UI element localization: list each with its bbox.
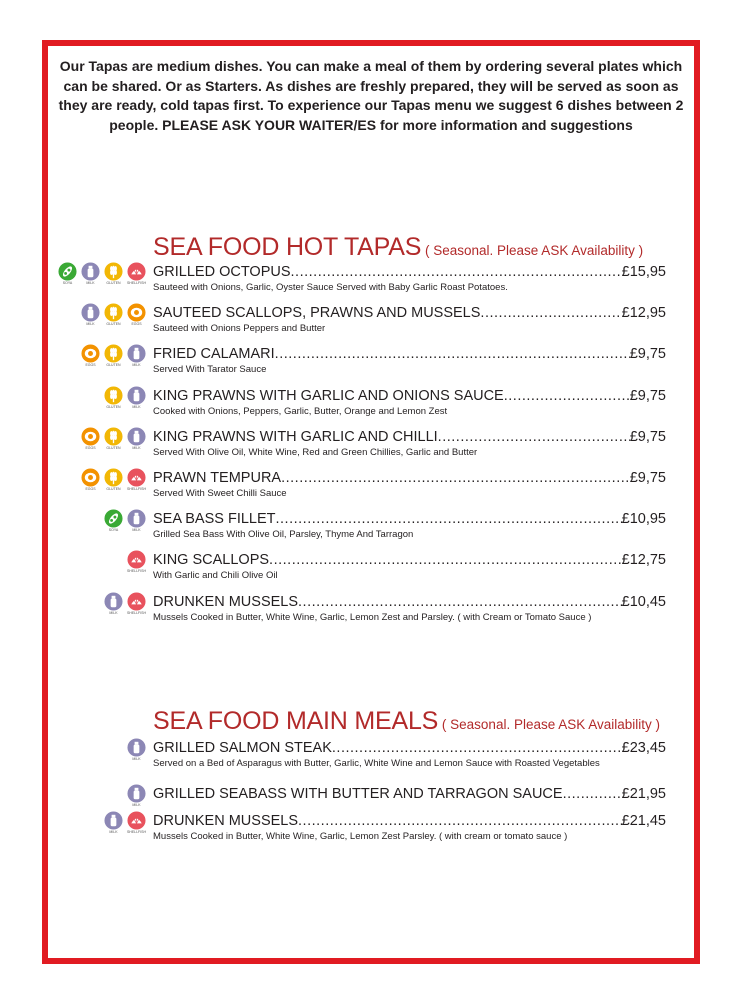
allergen-icons bbox=[80, 303, 147, 327]
wheat-icon bbox=[103, 344, 124, 368]
dot-leader bbox=[269, 552, 622, 569]
allergen-label: GLUTEN bbox=[106, 405, 121, 409]
milk-bottle-icon bbox=[126, 784, 147, 808]
menu-item bbox=[153, 305, 666, 335]
allergen-label: MILK bbox=[86, 322, 95, 326]
menu-item bbox=[153, 786, 666, 803]
allergen-label: SHELLFISH bbox=[126, 487, 147, 491]
dot-leader bbox=[332, 740, 622, 757]
item-description: Mussels Cooked in Butter, White Wine, Garlic, Lemon Zest and Parsley. ( with Cream or Tomato Sauce ) bbox=[153, 612, 592, 623]
menu-item bbox=[153, 264, 666, 294]
item-line bbox=[153, 740, 666, 757]
allergen-label: GLUTEN bbox=[106, 487, 121, 491]
item-description: Cooked with Onions, Peppers, Garlic, Butter, Orange and Lemon Zest bbox=[153, 406, 448, 417]
wheat-icon bbox=[103, 303, 124, 327]
item-name: SEA BASS FILLET bbox=[153, 511, 276, 527]
milk-bottle-icon bbox=[103, 811, 124, 835]
dot-leader bbox=[276, 511, 622, 528]
intro-text: Our Tapas are medium dishes. You can make a meal of them by ordering several plates which can be shared. Or as Starters. As dishes are freshly prepared, they will be served as soon as they are ready, cold tapas first. To experience our Tapas menu we suggest 6 dishes between 2 people. PLEASE ASK YOUR WAITER/ES for more information and suggestions bbox=[58, 58, 684, 133]
menu-item bbox=[153, 740, 666, 770]
item-name: GRILLED SALMON STEAK bbox=[153, 740, 332, 756]
item-line bbox=[153, 511, 666, 528]
milk-bottle-icon bbox=[103, 592, 124, 616]
section-note: ( Seasonal. Please ASK Availability ) bbox=[438, 717, 661, 732]
allergen-label: GLUTEN bbox=[106, 322, 121, 326]
allergen-icons bbox=[126, 738, 147, 762]
item-description: Grilled Sea Bass With Olive Oil, Parsley, Thyme And Tarragon bbox=[153, 529, 414, 540]
dot-leader bbox=[298, 594, 622, 611]
milk-bottle-icon bbox=[126, 738, 147, 762]
menu-item bbox=[153, 552, 666, 582]
item-name: GRILLED OCTOPUS bbox=[153, 264, 291, 280]
milk-bottle-icon bbox=[80, 303, 101, 327]
dot-leader bbox=[291, 264, 622, 281]
dot-leader bbox=[275, 346, 630, 363]
allergen-label: SHELLFISH bbox=[126, 281, 147, 285]
item-price: £9,75 bbox=[629, 388, 666, 404]
allergen-icons bbox=[80, 344, 147, 368]
allergen-label: SHELLFISH bbox=[126, 569, 147, 573]
soya-bean-icon bbox=[57, 262, 78, 286]
item-line bbox=[153, 388, 666, 405]
soya-bean-icon bbox=[103, 509, 124, 533]
allergen-label: MILK bbox=[132, 446, 141, 450]
dot-leader bbox=[480, 305, 621, 322]
shell-icon bbox=[126, 592, 147, 616]
item-name: KING PRAWNS WITH GARLIC AND ONIONS SAUCE bbox=[153, 388, 504, 404]
egg-icon bbox=[80, 344, 101, 368]
dot-leader bbox=[298, 813, 622, 830]
allergen-label: MILK bbox=[132, 528, 141, 532]
item-name: DRUNKEN MUSSELS bbox=[153, 813, 299, 829]
section-title-hot-tapas bbox=[153, 233, 643, 265]
item-name: GRILLED SEABASS WITH BUTTER AND TARRAGON SAUCE bbox=[153, 786, 563, 802]
item-description: Served on a Bed of Asparagus with Butter, Garlic, White Wine and Lemon Sauce with Roasted Vegetables bbox=[153, 758, 600, 769]
milk-bottle-icon bbox=[80, 262, 101, 286]
allergen-label: GLUTEN bbox=[106, 363, 121, 367]
item-name: SAUTEED SCALLOPS, PRAWNS AND MUSSELS bbox=[153, 305, 481, 321]
wheat-icon bbox=[103, 262, 124, 286]
item-line bbox=[153, 264, 666, 281]
item-price: £10,45 bbox=[621, 594, 666, 610]
item-price: £23,45 bbox=[621, 740, 666, 756]
allergen-label: MILK bbox=[132, 405, 141, 409]
item-description: Sauteed with Onions, Garlic, Oyster Sauce Served with Baby Garlic Roast Potatoes. bbox=[153, 282, 508, 293]
item-description: Mussels Cooked in Butter, White Wine, Garlic, Lemon Zest Parsley. ( with cream or tomato sauce ) bbox=[153, 831, 568, 842]
item-price: £21,95 bbox=[621, 786, 666, 802]
menu-item bbox=[153, 511, 666, 541]
allergen-icons bbox=[126, 784, 147, 808]
shell-icon bbox=[126, 468, 147, 492]
egg-icon bbox=[80, 468, 101, 492]
shell-icon bbox=[126, 262, 147, 286]
egg-icon bbox=[80, 427, 101, 451]
item-line bbox=[153, 429, 666, 446]
allergen-icons bbox=[103, 386, 147, 410]
milk-bottle-icon bbox=[126, 509, 147, 533]
milk-bottle-icon bbox=[126, 427, 147, 451]
menu-item bbox=[153, 813, 666, 843]
allergen-label: MILK bbox=[86, 281, 95, 285]
shell-icon bbox=[126, 550, 147, 574]
item-description: With Garlic and Chili Olive Oil bbox=[153, 570, 278, 581]
allergen-label: MILK bbox=[132, 803, 141, 807]
egg-icon bbox=[126, 303, 147, 327]
dot-leader bbox=[438, 429, 630, 446]
menu-item bbox=[153, 346, 666, 376]
allergen-label: GLUTEN bbox=[106, 446, 121, 450]
wheat-icon bbox=[103, 386, 124, 410]
item-line bbox=[153, 552, 666, 569]
menu-item bbox=[153, 470, 666, 500]
menu-item bbox=[153, 429, 666, 459]
allergen-icons bbox=[57, 262, 147, 286]
item-name: FRIED CALAMARI bbox=[153, 346, 275, 362]
item-line bbox=[153, 470, 666, 487]
wheat-icon bbox=[103, 427, 124, 451]
allergen-icons bbox=[103, 592, 147, 616]
wheat-icon bbox=[103, 468, 124, 492]
milk-bottle-icon bbox=[126, 344, 147, 368]
allergen-icons bbox=[103, 509, 147, 533]
item-name: PRAWN TEMPURA bbox=[153, 470, 282, 486]
allergen-icons bbox=[80, 427, 147, 451]
item-price: £21,45 bbox=[621, 813, 666, 829]
allergen-icons bbox=[80, 468, 147, 492]
allergen-label: GLUTEN bbox=[106, 281, 121, 285]
allergen-label: SHELLFISH bbox=[126, 611, 147, 615]
item-price: £9,75 bbox=[629, 429, 666, 445]
dot-leader bbox=[281, 470, 630, 487]
dot-leader bbox=[563, 786, 622, 803]
item-price: £12,75 bbox=[621, 552, 666, 568]
item-price: £12,95 bbox=[621, 305, 666, 321]
item-description: Served With Olive Oil, White Wine, Red and Green Chillies, Garlic and Butter bbox=[153, 447, 478, 458]
item-description: Served With Tarator Sauce bbox=[153, 364, 267, 375]
menu-item bbox=[153, 594, 666, 624]
item-price: £9,75 bbox=[629, 346, 666, 362]
section-heading: SEA FOOD HOT TAPAS bbox=[153, 233, 422, 261]
allergen-icons bbox=[103, 811, 147, 835]
item-line bbox=[153, 594, 666, 611]
section-title-main-meals bbox=[153, 707, 660, 739]
item-name: DRUNKEN MUSSELS bbox=[153, 594, 299, 610]
item-line bbox=[153, 305, 666, 322]
allergen-label: MILK bbox=[132, 757, 141, 761]
item-price: £15,95 bbox=[621, 264, 666, 280]
item-price: £10,95 bbox=[621, 511, 666, 527]
item-line bbox=[153, 813, 666, 830]
item-description: Served With Sweet Chilli Sauce bbox=[153, 488, 287, 499]
allergen-label: EGGS bbox=[85, 446, 96, 450]
allergen-label: MILK bbox=[109, 611, 118, 615]
allergen-icons bbox=[126, 550, 147, 574]
allergen-label: SOYA bbox=[62, 281, 73, 285]
item-description: Sauteed with Onions Peppers and Butter bbox=[153, 323, 326, 334]
shell-icon bbox=[126, 811, 147, 835]
item-price: £9,75 bbox=[629, 470, 666, 486]
item-name: KING SCALLOPS bbox=[153, 552, 270, 568]
item-line bbox=[153, 786, 666, 803]
allergen-label: EGGS bbox=[85, 487, 96, 491]
item-name: KING PRAWNS WITH GARLIC AND CHILLI bbox=[153, 429, 438, 445]
item-line bbox=[153, 346, 666, 363]
menu-item bbox=[153, 388, 666, 418]
dot-leader bbox=[504, 388, 630, 405]
section-heading: SEA FOOD MAIN MEALS bbox=[153, 707, 439, 735]
allergen-label: SOYA bbox=[108, 528, 119, 532]
allergen-label: EGGS bbox=[85, 363, 96, 367]
allergen-label: SHELLFISH bbox=[126, 830, 147, 834]
allergen-label: EGGS bbox=[131, 322, 142, 326]
milk-bottle-icon bbox=[126, 386, 147, 410]
allergen-label: MILK bbox=[132, 363, 141, 367]
allergen-label: MILK bbox=[109, 830, 118, 834]
section-note: ( Seasonal. Please ASK Availability ) bbox=[421, 243, 644, 258]
